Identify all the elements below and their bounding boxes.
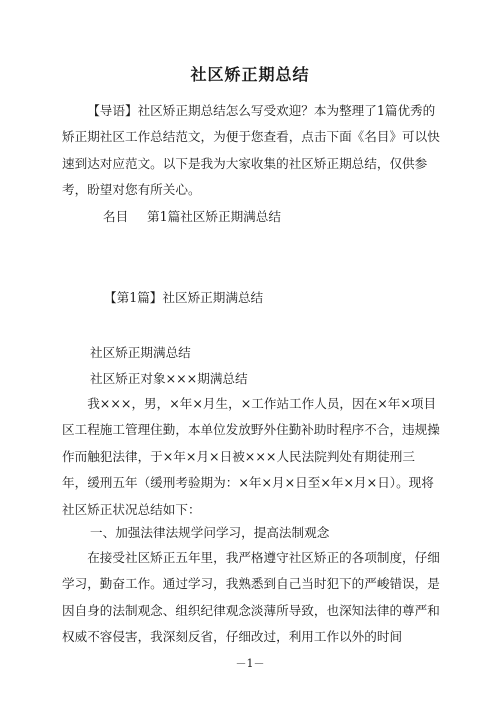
intro-paragraph: 【导语】社区矫正期总结怎么写受欢迎？本为整理了1篇优秀的矫正期社区工作总结范文，为便于您查看，点击下面《名目》可以快速到达对应范文。以下是我为大家收集的社区矫正期总结，仅供参考，盼望对您有所关心。 <box>62 103 440 198</box>
subtitle-summary: 社区矫正期满总结 <box>90 345 191 360</box>
section-heading-1: 一、加强法律法规学问学习，提高法制观念 <box>90 525 330 540</box>
body-paragraph-2: 在接受社区矫正五年里，我严格遵守社区矫正的各项制度，仔细学习，勤奋工作。通过学习，我熟悉到自己当时犯下的严峻错误，是因自身的法制观念、组织纪律观念淡薄所导致，也深知法律的尊严和权威不容侵害，我深刻反省，仔细改过，利用工作以外的时间 <box>62 550 440 645</box>
section-heading: 【第1篇】社区矫正期满总结 <box>104 290 264 305</box>
body-paragraph-1: 我×××，男，×年×月生，×工作站工作人员，因在×年×项目区工程施工管理住勤，本单位发放野外住勤补助时程序不合，违规操作而触犯法律，于×年×月×日被×××人民法院判处有期徒刑三年，缓刑五年（缓刑考验期为：×年×月×日至×年×月×日）。现将社区矫正状况总结如下： <box>62 396 440 517</box>
toc-link-item[interactable]: 第1篇社区矫正期满总结 <box>147 209 281 224</box>
document-title: 社区矫正期总结 <box>190 65 310 84</box>
toc-label: 名目 <box>103 209 129 224</box>
page-number: －1－ <box>235 657 265 670</box>
subtitle-subject: 社区矫正对象×××期满总结 <box>90 371 248 386</box>
